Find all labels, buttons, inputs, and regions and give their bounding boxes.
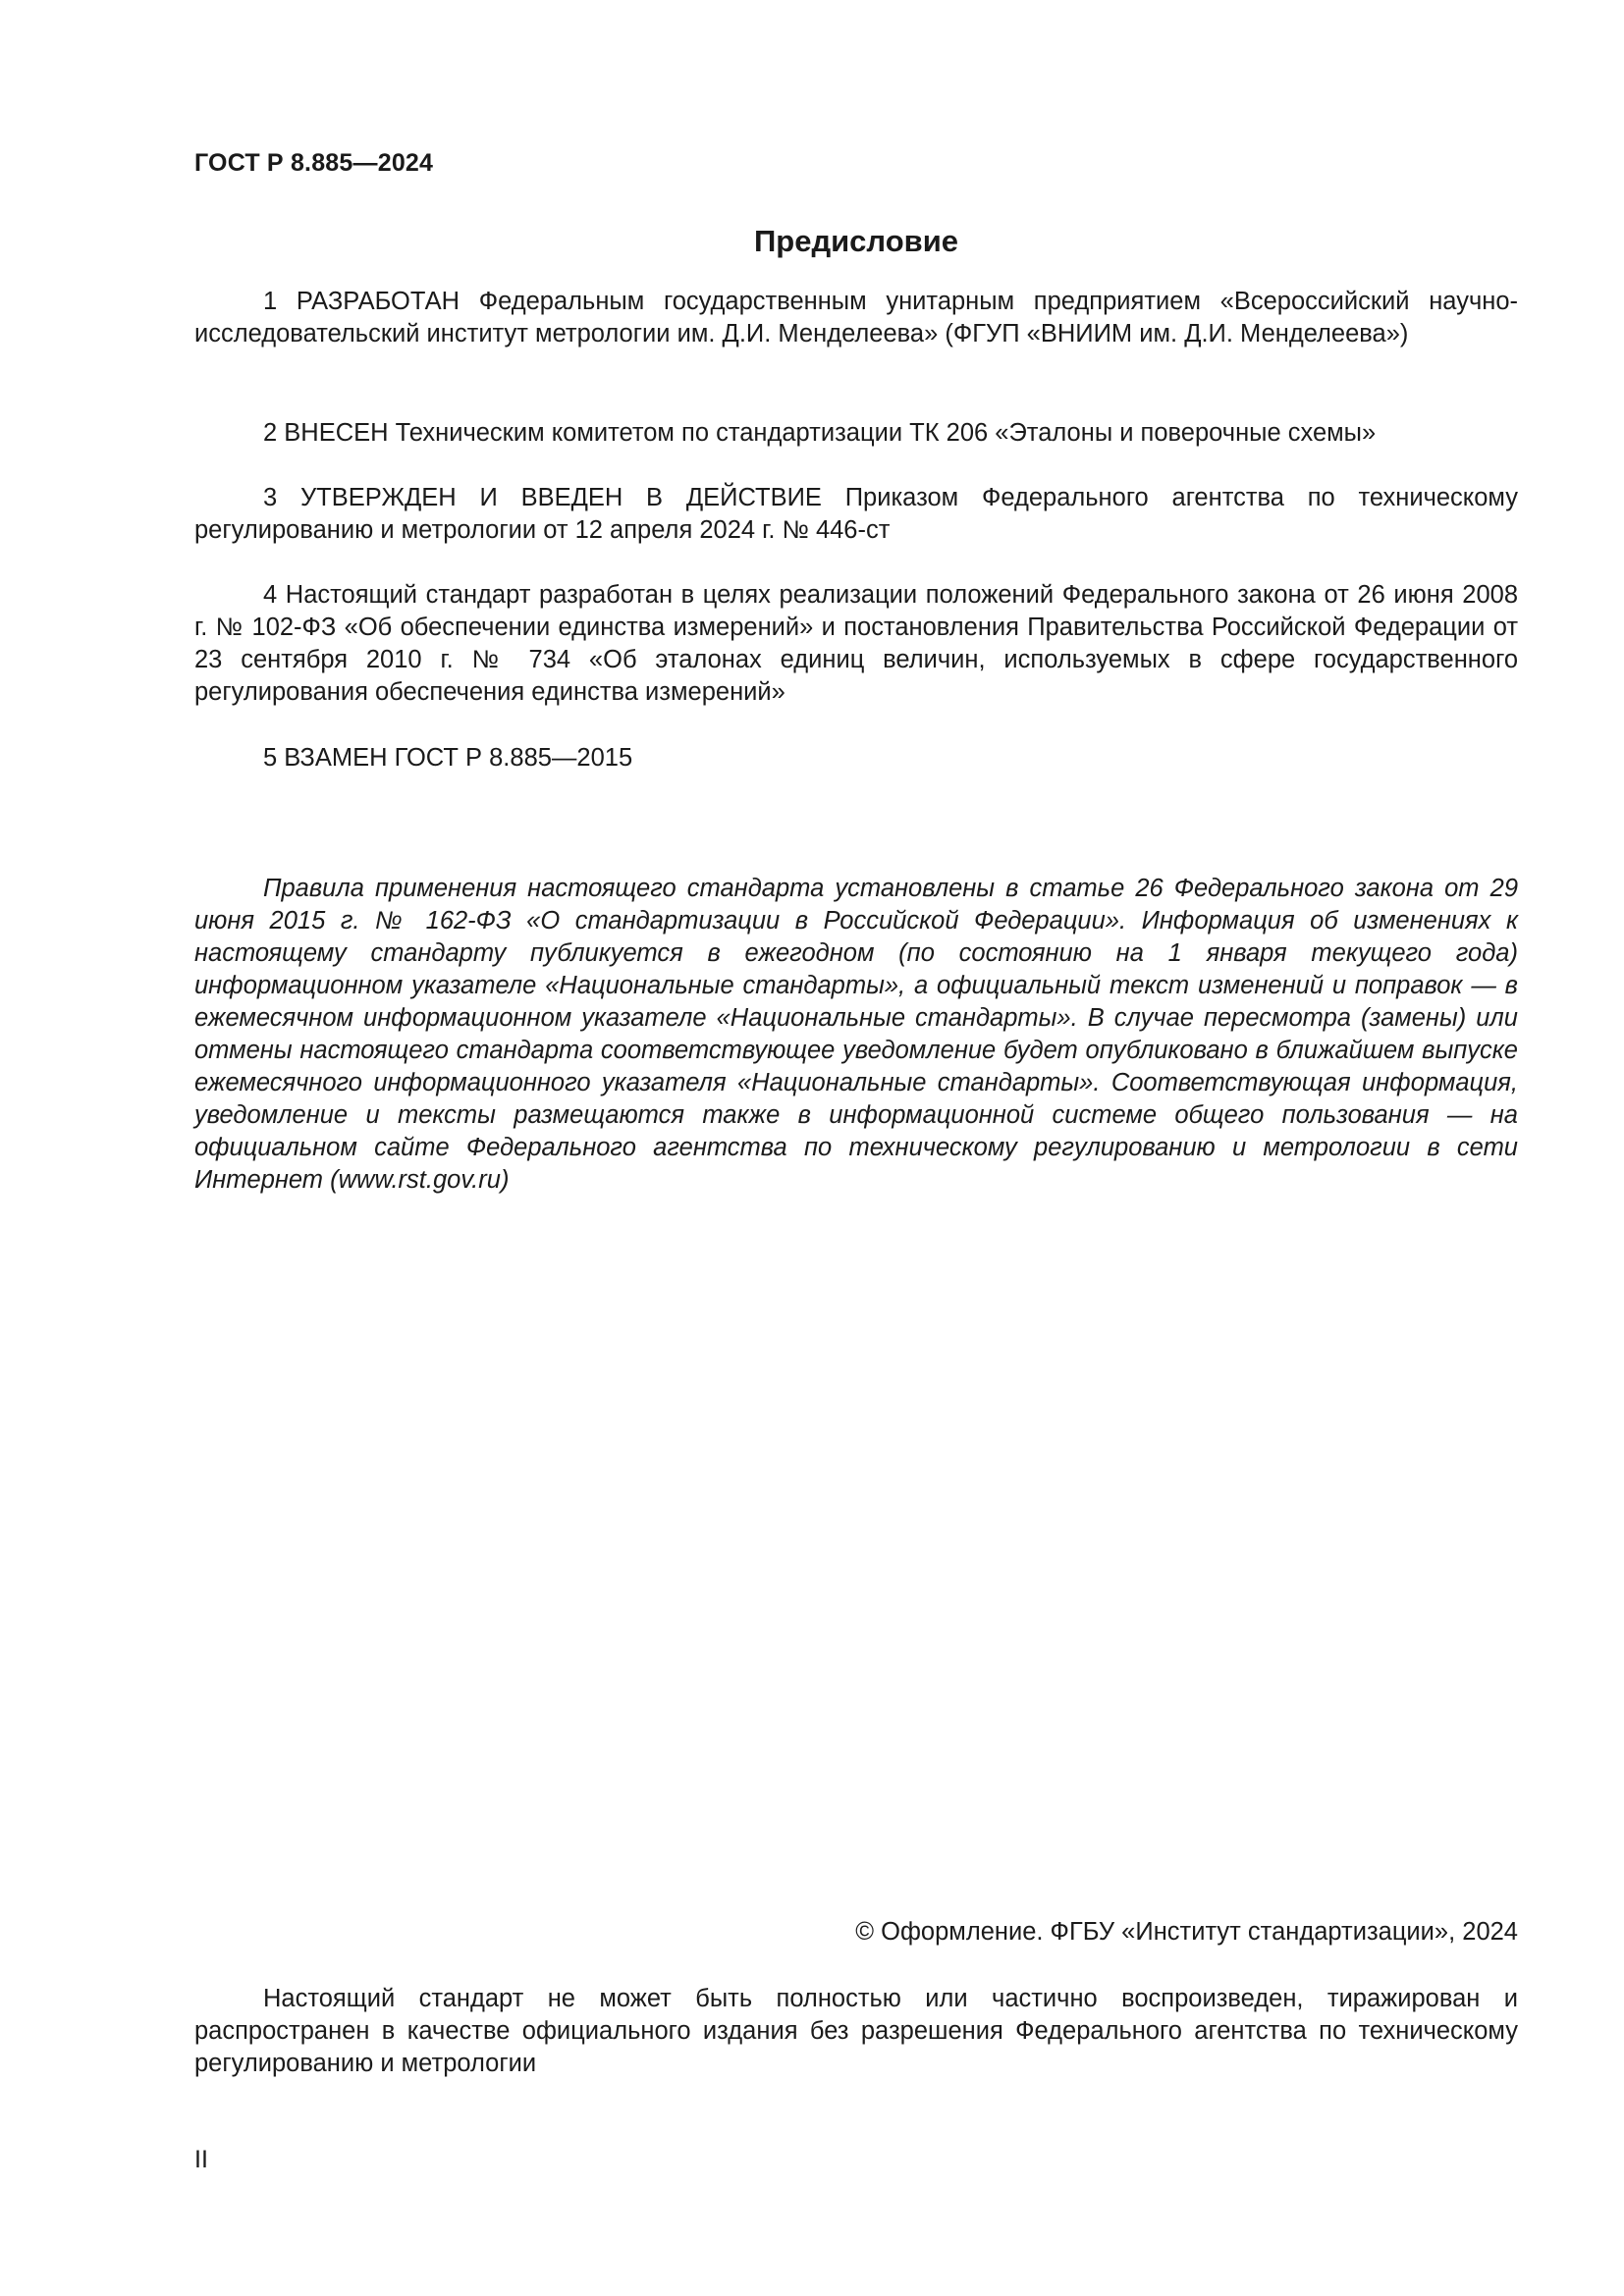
page-number: II [194,2146,208,2173]
rules-notice: Правила применения настоящего стандарта установлены в статье 26 Федерального закона от 29 июня 2015 г. № 162-ФЗ «О стандартизации в Российской Федерации». Информация об изменениях к настоящему стандарту публикуется в ежегодном (по состоянию на 1 января текущего года) информационном указателе «Национальные стандарты», а официальный текст изменений и поправок — в ежемесячном информационном указателе «Национальные стандарты». В случае пересмотра (замены) или отмены настоящего стандарта соответствующее уведомление будет опубликовано в ближайшем выпуске ежемесячного информационного указателя «Национальные стандарты». Соответствующая информация, уведомление и тексты размещаются также в информационной системе общего пользования — на официальном сайте Федерального агентства по техническому регулированию и метрологии в сети Интернет (www.rst.gov.ru) [194,875,1518,1194]
copyright-line: © Оформление. ФГБУ «Институт стандартизации», 2024 [855,1918,1518,1946]
preface-item-1: 1 РАЗРАБОТАН Федеральным государственным унитарным предприятием «Всероссийский научно-исследовательский институт метрологии им. Д.И. Менделеева» (ФГУП «ВНИИМ им. Д.И. Менделеева») [194,288,1518,347]
preface-item-2: 2 ВНЕСЕН Техническим комитетом по стандартизации ТК 206 «Эталоны и поверочные схемы» [263,419,1377,447]
preface-item-3: 3 УТВЕРЖДЕН И ВВЕДЕН В ДЕЙСТВИЕ Приказом Федерального агентства по техническому регулированию и метрологии от 12 апреля 2024 г. № 446-ст [194,484,1518,544]
page-title: Предисловие [753,224,958,258]
preface-item-5: 5 ВЗАМЕН ГОСТ Р 8.885—2015 [263,744,633,772]
preface-item-4: 4 Настоящий стандарт разработан в целях реализации положений Федерального закона от 26 июня 2008 г. № 102-ФЗ «Об обеспечении единства измерений» и постановления Правительства Российской Федерации от 23 сентября 2010 г. № 734 «Об эталонах единиц величин, используемых в сфере государственного регулирования обеспечения единства измерений» [194,581,1518,706]
document-code-header: ГОСТ Р 8.885—2024 [194,149,434,177]
reproduction-notice: Настоящий стандарт не может быть полностью или частично воспроизведен, тиражирован и распространен в качестве официального издания без разрешения Федерального агентства по техническому регулированию и метрологии [194,1985,1518,2077]
